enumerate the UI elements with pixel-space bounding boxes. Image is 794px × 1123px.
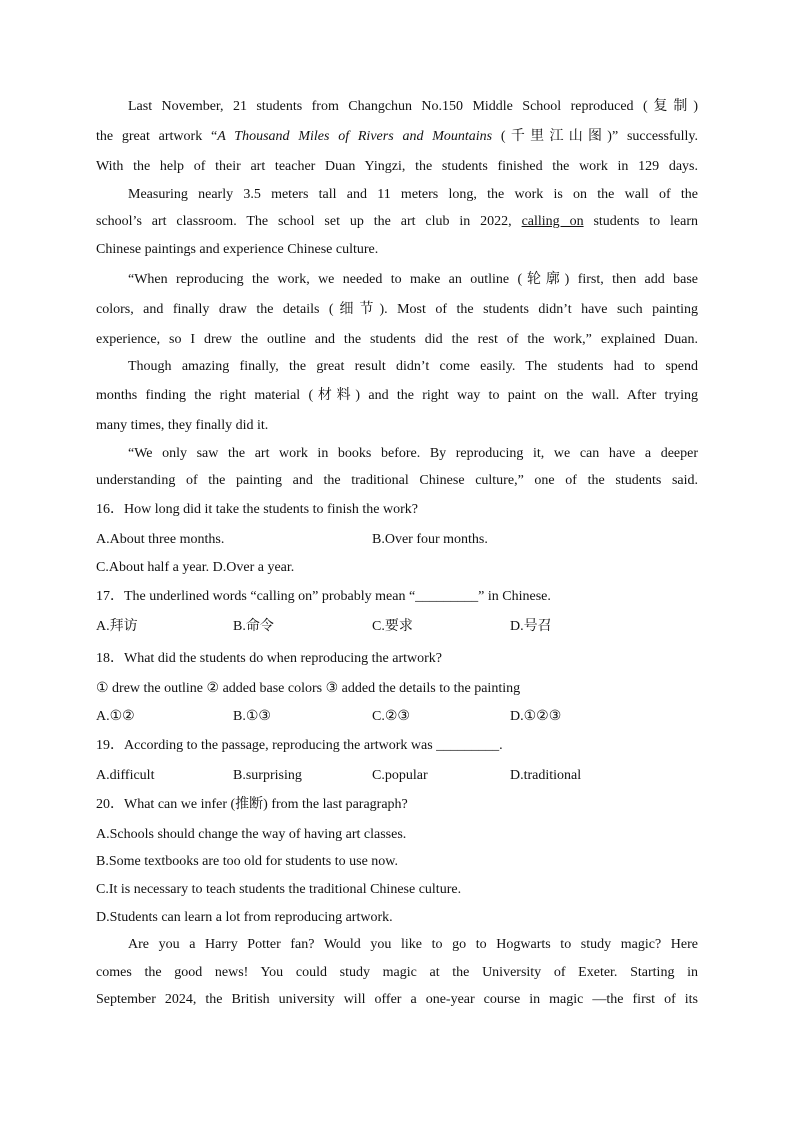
passage1-line: With the help of their art teacher Duan Yingzi, the students finished the work in 129 days. bbox=[96, 159, 698, 174]
passage1-line: Chinese paintings and experience Chinese culture. bbox=[96, 242, 379, 257]
passage1-line: experience, so I drew the outline and the students did the rest of the work,” explained Duan. bbox=[96, 332, 698, 347]
option-19b: B.surprising bbox=[233, 768, 302, 783]
passage1-line: colors, and finally draw the details (细节). Most of the students didn’t have such painting bbox=[96, 302, 698, 317]
question-18: 18．What did the students do when reproducing the artwork? bbox=[96, 651, 443, 666]
option-17a: A.拜访 bbox=[96, 619, 138, 634]
text-run: the great artwork “ bbox=[96, 129, 218, 144]
option-20b: B.Some textbooks are too old for students to use now. bbox=[96, 854, 399, 869]
option-19d: D.traditional bbox=[510, 768, 582, 783]
artwork-title: A Thousand Miles of Rivers and Mountains bbox=[217, 129, 493, 144]
option-17d: D.号召 bbox=[510, 619, 552, 634]
passage2-line: Are you a Harry Potter fan? Would you like to go to Hogwarts to study magic? Here bbox=[128, 937, 698, 952]
text-run: (千里江山图)” successfully. bbox=[492, 129, 698, 144]
option-18a: A.①② bbox=[96, 709, 135, 724]
passage1-line: many times, they finally did it. bbox=[96, 418, 269, 433]
passage1-line bbox=[96, 213, 698, 231]
option-18c: C.②③ bbox=[372, 709, 410, 724]
option-17b: B.命令 bbox=[233, 619, 274, 634]
option-20d: D.Students can learn a lot from reproducing artwork. bbox=[96, 910, 393, 925]
option-20c: C.It is necessary to teach students the traditional Chinese culture. bbox=[96, 882, 462, 897]
option-16cd: C.About half a year. D.Over a year. bbox=[96, 560, 295, 575]
passage2-line: September 2024, the British university will offer a one-year course in magic —the first of its bbox=[96, 992, 698, 1007]
option-19c: C.popular bbox=[372, 768, 428, 783]
option-16a: A.About three months. bbox=[96, 532, 225, 547]
option-20a: A.Schools should change the way of having art classes. bbox=[96, 827, 407, 842]
text-run: students to learn bbox=[583, 214, 699, 229]
passage1-line bbox=[96, 128, 698, 146]
option-17c: C.要求 bbox=[372, 619, 413, 634]
passage2-line: comes the good news! You could study magic at the University of Exeter. Starting in bbox=[96, 965, 698, 980]
question-17: 17．The underlined words “calling on” probably mean “_________” in Chinese. bbox=[96, 589, 551, 604]
passage1-line: Though amazing finally, the great result didn’t come easily. The students had to spend bbox=[128, 359, 698, 374]
option-16b: B.Over four months. bbox=[372, 532, 488, 547]
passage1-line: “When reproducing the work, we needed to make an outline (轮廓) first, then add base bbox=[128, 272, 698, 287]
question-18-steps: ① drew the outline ② added base colors ③ added the details to the painting bbox=[96, 681, 521, 696]
passage1-line: understanding of the painting and the traditional Chinese culture,” one of the students said. bbox=[96, 473, 698, 488]
question-20: 20．What can we infer (推断) from the last paragraph? bbox=[96, 797, 408, 812]
question-19: 19．According to the passage, reproducing the artwork was _________. bbox=[96, 738, 503, 753]
option-18d: D.①②③ bbox=[510, 709, 562, 724]
passage1-line: “We only saw the art work in books before. By reproducing it, we can have a deeper bbox=[128, 446, 698, 461]
option-18b: B.①③ bbox=[233, 709, 271, 724]
text-run: school’s art classroom. The school set up the art club in 2022, bbox=[96, 214, 522, 229]
passage1-line: Last November, 21 students from Changchun No.150 Middle School reproduced (复制) bbox=[128, 99, 698, 114]
passage1-line: Measuring nearly 3.5 meters tall and 11 meters long, the work is on the wall of the bbox=[128, 187, 698, 202]
question-16: 16．How long did it take the students to finish the work? bbox=[96, 502, 418, 517]
passage1-line: months finding the right material (材料) and the right way to paint on the wall. After trying bbox=[96, 388, 698, 403]
underlined-phrase: calling on bbox=[521, 214, 584, 229]
option-19a: A.difficult bbox=[96, 768, 155, 783]
